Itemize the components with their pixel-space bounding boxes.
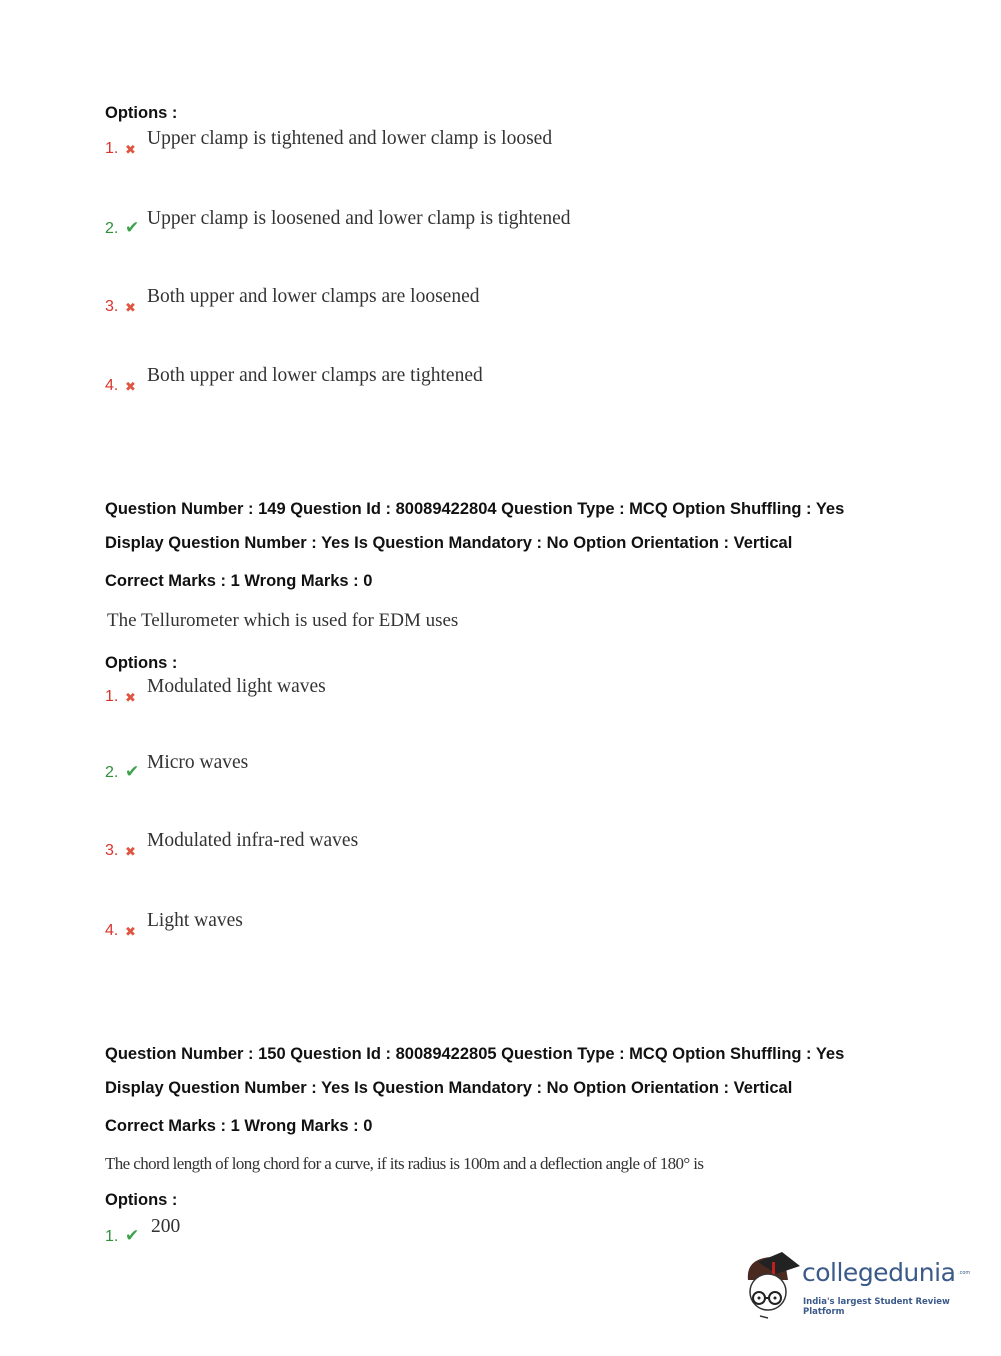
mascot-icon [742,1250,802,1320]
option-item [105,910,243,940]
wrong-icon: ✖ [125,301,136,316]
option-text: Modulated light waves [147,676,326,697]
check-icon: ✔ [125,762,140,782]
option-item [105,208,571,238]
option-text: Upper clamp is tightened and lower clamp is loosed [147,128,553,149]
options-label: Options : [105,1191,178,1209]
option-text: Upper clamp is loosened and lower clamp is tightened [147,208,571,229]
wrong-icon: ✖ [125,691,136,706]
check-icon: ✔ [125,218,140,238]
option-text: Modulated infra-red waves [147,830,359,851]
wrong-icon: ✖ [125,845,136,860]
option-number: 3. [105,298,119,315]
marks-line: Correct Marks : 1 Wrong Marks : 0 [105,572,373,590]
wrong-icon: ✖ [125,380,136,395]
question-meta-line: Display Question Number : Yes Is Question Mandatory : No Option Orientation : Vertical [105,1079,793,1097]
collegedunia-logo [742,1250,982,1320]
question-meta-line: Question Number : 149 Question Id : 80089422804 Question Type : MCQ Option Shuffling : Yes [105,500,845,518]
brand-name: collegedunia [802,1258,956,1287]
option-text: Light waves [147,910,243,931]
marks-line: Correct Marks : 1 Wrong Marks : 0 [105,1117,373,1135]
option-number: 1. [105,140,119,157]
question-text: The chord length of long chord for a curve, if its radius is 100m and a deflection angle of 180° is [105,1154,704,1173]
option-number: 3. [105,842,119,859]
option-number: 1. [105,1228,119,1245]
option-text: Both upper and lower clamps are tightened [147,365,483,386]
option-number: 1. [105,688,119,705]
option-text: Both upper and lower clamps are loosened [147,286,480,307]
option-item [105,1216,181,1246]
option-text: Micro waves [147,752,249,773]
options-label: Options : [105,104,178,122]
wrong-icon: ✖ [125,925,136,940]
brand-suffix: .com [958,1270,971,1276]
question-meta-line: Question Number : 150 Question Id : 80089422805 Question Type : MCQ Option Shuffling : Yes [105,1045,845,1063]
option-item [105,752,249,782]
option-item [105,286,480,316]
option-item [105,128,553,158]
option-item [105,365,483,395]
option-item [105,676,326,706]
brand-tagline: India's largest Student Review Platform [803,1297,950,1317]
option-number: 4. [105,922,119,939]
option-item [105,830,359,860]
question-text: The Tellurometer which is used for EDM uses [107,610,459,631]
wrong-icon: ✖ [125,143,136,158]
question-meta-line: Display Question Number : Yes Is Question Mandatory : No Option Orientation : Vertical [105,534,793,552]
check-icon: ✔ [125,1226,140,1246]
option-number: 2. [105,220,119,237]
option-number: 4. [105,377,119,394]
options-label: Options : [105,654,178,672]
option-text: 200 [151,1216,181,1237]
option-number: 2. [105,764,119,781]
